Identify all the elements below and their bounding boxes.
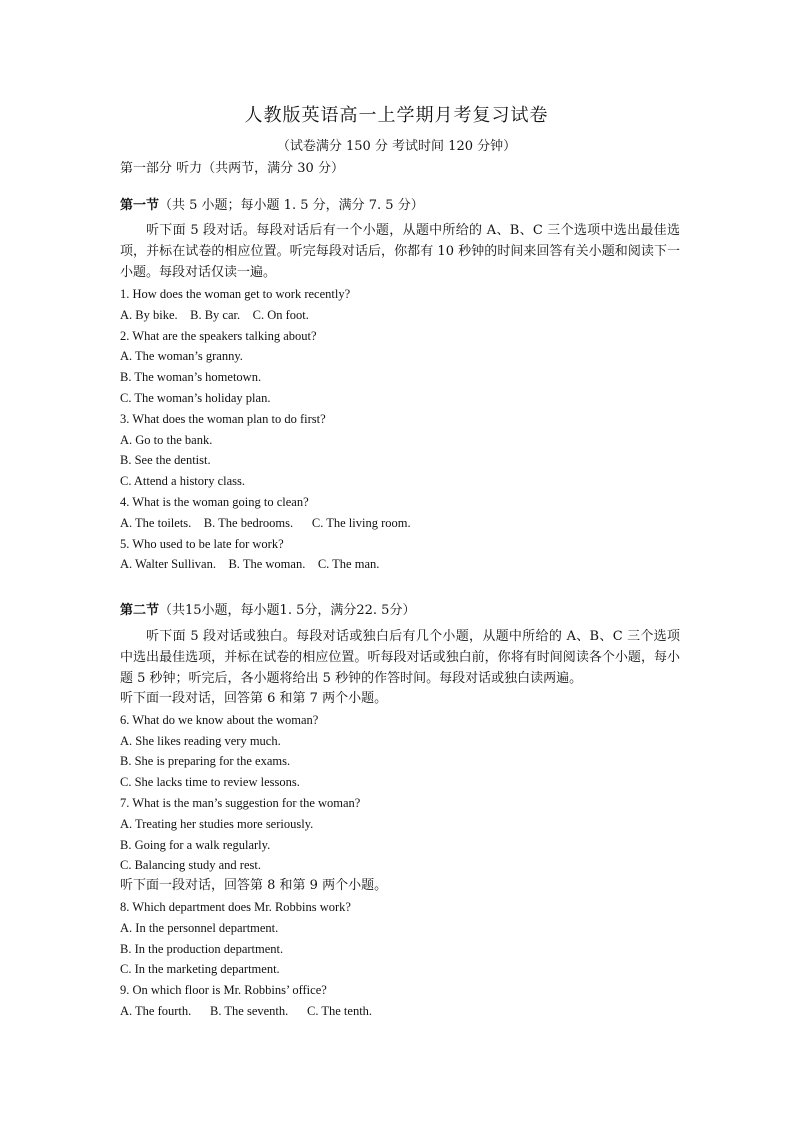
section-one-scoring: （共 5 小题；每小题 1. 5 分，满分 7. 5 分） [159, 198, 424, 213]
option-line: A. In the personnel department. [120, 920, 279, 935]
option-line: C. In the marketing department. [120, 962, 280, 977]
part-one-heading: 第一部分 听力（共两节，满分 30 分） [120, 161, 344, 176]
question-line: 5. Who used to be late for work? [120, 536, 284, 551]
question-line: 2. What are the speakers talking about? [120, 328, 317, 343]
section-one-questions [120, 284, 680, 575]
option-line: B. Going for a walk regularly. [120, 837, 271, 852]
option-line: B. She is preparing for the exams. [120, 754, 291, 769]
option-line: B. In the production department. [120, 941, 284, 956]
dialogue-instruction: 听下面一段对话，回答第 6 和第 7 两个小题。 [120, 691, 388, 706]
exam-info: （试卷满分 150 分 考试时间 120 分钟） [276, 139, 517, 154]
section-two-questions [120, 689, 680, 1022]
option-line: C. Balancing study and rest. [120, 858, 261, 873]
option-line: A. By bike. B. By car. C. On foot. [120, 307, 309, 322]
question-line: 7. What is the man’s suggestion for the woman? [120, 795, 361, 810]
section-one-instructions: 听下面 5 段对话。每段对话后有一个小题，从题中所给的 A、B、C 三个选项中选出最佳选项，并标在试卷的相应位置。听完每段对话后，你都有 10 秒钟的时间来回答有关小题和阅读下一小题。每段对话仅读一遍。 [120, 223, 680, 280]
question-line: 1. How does the woman get to work recently? [120, 287, 351, 301]
section-two-scoring: （共15小题，每小题1. 5分，满分22. 5分） [159, 603, 416, 618]
option-line: A. The woman’s granny. [120, 349, 243, 364]
option-line: A. The toilets. B. The bedrooms. C. The living room. [120, 515, 411, 530]
section-two-label: 第二节 [120, 603, 160, 618]
section-one-label: 第一节 [120, 198, 160, 213]
question-line: 3. What does the woman plan to do first? [120, 411, 326, 426]
option-line: B. See the dentist. [120, 453, 211, 468]
question-line: 4. What is the woman going to clean? [120, 494, 309, 509]
section-two-instructions: 听下面 5 段对话或独白。每段对话或独白后有几个小题，从题中所给的 A、B、C 三个选项中选出最佳选项，并标在试卷的相应位置。听每段对话或独白前，你将有时间阅读各个小题，每小题 5 秒钟；听完后，各小题将给出 5 秒钟的作答时间。每段对话或独白读两遍。 [120, 629, 680, 686]
option-line: C. She lacks time to review lessons. [120, 775, 300, 790]
section-one-heading [120, 196, 424, 216]
dialogue-instruction: 听下面一段对话，回答第 8 和第 9 两个小题。 [120, 878, 388, 894]
page-title: 人教版英语高一上学期月考复习试卷 [244, 105, 549, 126]
option-line: A. The fourth. B. The seventh. C. The tenth. [120, 1003, 373, 1018]
option-line: C. The woman’s holiday plan. [120, 390, 271, 405]
option-line: C. Attend a history class. [120, 474, 245, 489]
option-line: A. Walter Sullivan. B. The woman. C. The man. [120, 557, 380, 572]
option-line: A. Go to the bank. [120, 432, 213, 447]
option-line: A. She likes reading very much. [120, 733, 281, 748]
question-line: 8. Which department does Mr. Robbins work? [120, 899, 351, 914]
section-two-heading [120, 601, 415, 621]
option-line: B. The woman’s hometown. [120, 370, 262, 385]
option-line: A. Treating her studies more seriously. [120, 816, 314, 831]
question-line: 6. What do we know about the woman? [120, 712, 319, 727]
question-line: 9. On which floor is Mr. Robbins’ office? [120, 983, 327, 998]
